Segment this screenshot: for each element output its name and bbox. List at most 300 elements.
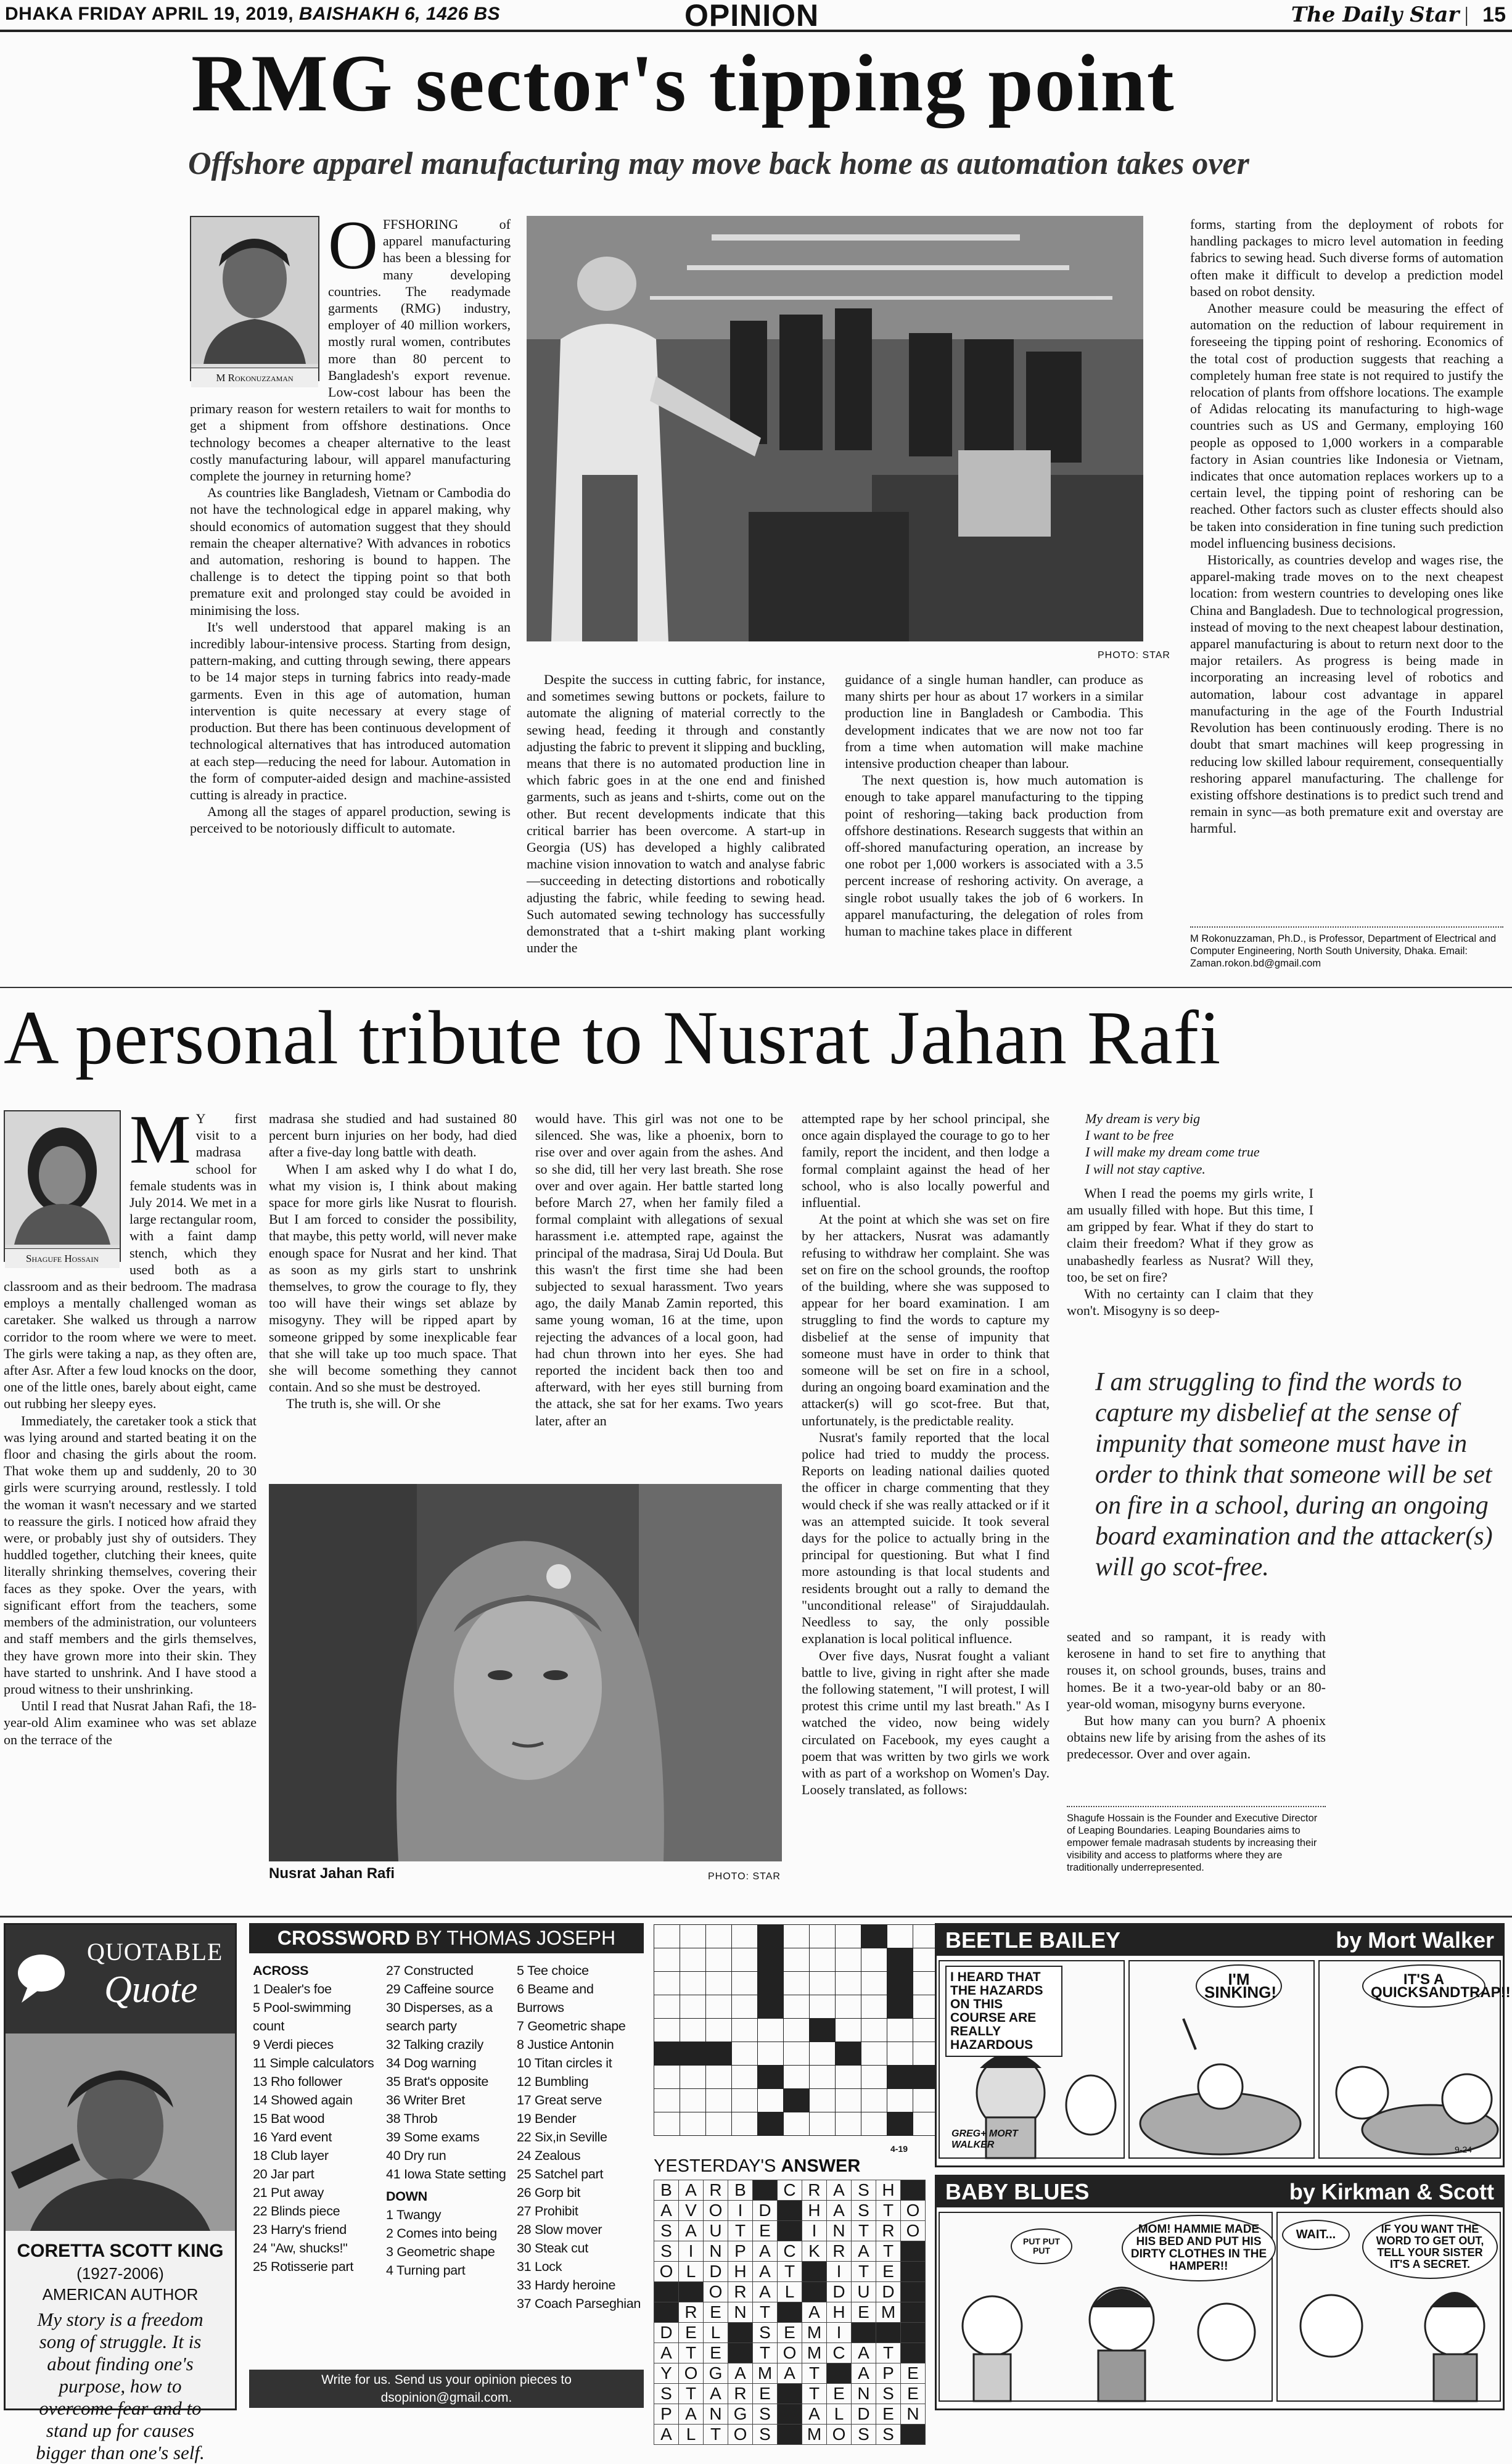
grid-cell[interactable] xyxy=(861,2066,887,2089)
grid-cell[interactable] xyxy=(861,2042,887,2066)
answer-cell: A xyxy=(679,2180,704,2201)
bubble-1: MOM! HAMMIE MADE HIS BED AND PUT HIS DIRTY CLOTHES IN THE HAMPER!! xyxy=(1122,2215,1276,2281)
article1-col3: guidance of a single human handler, can produce as many shirts per hour as about 17 workers in a similar production line in Bangladesh or Cambodia. This development indicates that we are now not too far from a time when automation will make machine intensive production cheaper than labour. The next question is, how much automation is enough to take apparel manufacturing to the tipping point of reshoring—taking back production from offshore destinations. Research suggests that within an off-shored manufacturing operation, an increase by one robot per 1,000 workers is associated with a 3.5 percent increase of reshoring activity. On average, a single robot usually takes the job of 6 workers. In apparel manufacturing, the delegation of roles from human to machine takes place in different xyxy=(845,672,1143,939)
answer-cell: M xyxy=(802,2425,827,2445)
answer-cell: S xyxy=(852,2201,876,2221)
answer-cell: A xyxy=(753,2241,778,2262)
answer-cell: M xyxy=(802,2323,827,2343)
answer-cell: O xyxy=(827,2425,852,2445)
answer-cell: M xyxy=(802,2343,827,2363)
grid-cell[interactable] xyxy=(706,1925,732,1948)
answer-cell: E xyxy=(704,2302,728,2323)
answer-cell: T xyxy=(852,2221,876,2241)
article1-title: RMG sector's tipping point xyxy=(191,38,1175,128)
answer-cell: A xyxy=(654,2343,679,2363)
answer-cell: T xyxy=(753,2343,778,2363)
answer-cell: R xyxy=(827,2241,852,2262)
nusrat-photo xyxy=(269,1484,782,1861)
answer-cell: T xyxy=(876,2241,901,2262)
bubble-2: WAIT... xyxy=(1282,2220,1350,2250)
answer-cell: E xyxy=(827,2384,852,2404)
answer-cell: A xyxy=(753,2262,778,2282)
answer-cell xyxy=(827,2363,852,2384)
answer-cell: B xyxy=(654,2180,679,2201)
answer-cell xyxy=(901,2323,926,2343)
answer-cell: R xyxy=(802,2180,827,2201)
answer-cell: E xyxy=(852,2302,876,2323)
author-caption: M Rokonuzzaman xyxy=(191,368,318,387)
article1-col2: Despite the success in cutting fabric, for instance, and sometimes sewing buttons or pockets, failure to automate the aligning of material correctly to the sewing head, feeding it through and constantly adjusting the fabric to prevent it slipping and buckling, means that there is no automated production line in which fabric goes in at the one end and finished garments, such as jeans and t-shirts, come out on the other. But recent developments indicate that this critical barrier has been overcome. A start-up in Georgia (US) has developed a highly calibrated machine vision innovation to watch and analyse fabric—succeeding in detecting distortions and robotically adjusting the fabric, while feeding to sewing head. Such automated sewing technology has successfully demonstrated that a t-shirt making plant working under the xyxy=(527,672,825,956)
grid-cell[interactable] xyxy=(732,1972,758,1995)
grid-cell[interactable] xyxy=(732,2042,758,2066)
bubble-1b: PUT PUT PUT xyxy=(1011,2228,1072,2264)
grid-cell[interactable] xyxy=(784,1972,810,1995)
grid-cell[interactable] xyxy=(732,1995,758,2019)
answer-cell: C xyxy=(778,2241,802,2262)
answer-cell: A xyxy=(827,2201,852,2221)
answer-cell: E xyxy=(679,2323,704,2343)
answer-cell: L xyxy=(679,2425,704,2445)
grid-cell[interactable] xyxy=(810,2089,836,2112)
answer-cell: S xyxy=(753,2404,778,2425)
answer-cell: N xyxy=(728,2302,753,2323)
answer-cell: O xyxy=(679,2363,704,2384)
answer-cell: C xyxy=(827,2343,852,2363)
answer-cell: L xyxy=(704,2323,728,2343)
answer-cell: E xyxy=(753,2384,778,2404)
photo-credit: PHOTO: STAR xyxy=(1098,650,1170,661)
answer-cell: I xyxy=(679,2241,704,2262)
answer-cell xyxy=(728,2343,753,2363)
answer-cell: M xyxy=(876,2302,901,2323)
grid-cell[interactable] xyxy=(784,2019,810,2042)
answer-cell: D xyxy=(852,2404,876,2425)
answer-cell: H xyxy=(876,2180,901,2201)
author-caption: Shagufe Hossain xyxy=(5,1248,120,1268)
answer-cell: T xyxy=(802,2363,827,2384)
answer-cell: E xyxy=(876,2404,901,2425)
answer-cell: A xyxy=(753,2282,778,2302)
answer-cell xyxy=(802,2282,827,2302)
clues-col-c: 5 Tee choice 6 Beame and Burrows 7 Geometric shape 8 Justice Antonin 10 Titan circles it 12 Bumbling 17 Great serve 19 Bender 22 Six,in Seville 24 Zealous 25 Satchel part 26 Gorp bit 27 Prohibit 28 Slow mover 30 Steak cut 31 Lock 33 Hardy heroine 37 Coach Parseghian xyxy=(517,1963,641,2311)
grid-cell[interactable] xyxy=(887,1948,913,1972)
grid-cell[interactable] xyxy=(836,2019,861,2042)
grid-cell[interactable] xyxy=(706,1995,732,2019)
answer-cell: S xyxy=(654,2384,679,2404)
answer-cell: A xyxy=(679,2221,704,2241)
answer-cell: T xyxy=(679,2384,704,2404)
answer-cell: E xyxy=(876,2262,901,2282)
dropcap: O xyxy=(328,207,378,284)
paper-logo: The Daily Star xyxy=(1291,2,1460,27)
answer-cell: O xyxy=(901,2221,926,2241)
grid-cell[interactable] xyxy=(758,1948,784,1972)
grid-cell[interactable] xyxy=(654,1995,680,2019)
author-note: M Rokonuzzaman, Ph.D., is Professor, Department of Electrical and Computer Engineering, North South University, Dhaka. Email: Zaman.rokon.bd@gmail.com xyxy=(1190,933,1497,969)
quote-role: AMERICAN AUTHOR xyxy=(42,2285,199,2304)
answer-cell: R xyxy=(704,2180,728,2201)
quote-panel xyxy=(4,1923,237,2463)
answer-cell: R xyxy=(728,2282,753,2302)
grid-cell[interactable] xyxy=(758,2042,784,2066)
grid-cell[interactable] xyxy=(887,2042,913,2066)
clues-col-a: ACROSS 1 Dealer's foe 5 Pool-swimming count 9 Verdi pieces 11 Simple calculators 13 Rho follower 14 Showed again 15 Bat wood 16 Yard event 18 Club layer 20 Jar part 21 Put away 22 Blinds piece 23 Harry's friend 24 "Aw, shucks!" 25 Rotisserie part xyxy=(253,1963,374,2274)
grid-cell[interactable] xyxy=(836,1925,861,1948)
grid-cell[interactable] xyxy=(861,2112,887,2136)
divider xyxy=(1067,1806,1326,1807)
answer-cell: L xyxy=(679,2262,704,2282)
article2-col5b: seated and so rampant, it is ready with kerosene in hand to set fire to anything that rouses it, on school grounds, buses, trains and homes. Be it a two-year-old baby or an 80-year-old woman, misogyny burns everyone. But how many can you burn? A phoenix obtains new life by arising from the ashes of its predecessor. Over and over again. xyxy=(1067,1629,1326,1762)
answer-cell: A xyxy=(778,2363,802,2384)
answer-cell: S xyxy=(876,2384,901,2404)
grid-cell[interactable] xyxy=(758,2112,784,2136)
answer-cell: L xyxy=(778,2282,802,2302)
grid-cell[interactable] xyxy=(836,1972,861,1995)
answer-cell: T xyxy=(876,2201,901,2221)
crossword-panel xyxy=(249,1923,996,2444)
grid-cell[interactable] xyxy=(680,2089,706,2112)
grid-cell[interactable] xyxy=(758,1972,784,1995)
strip-date: 9-24 xyxy=(1455,2145,1473,2154)
grid-cell[interactable] xyxy=(706,2019,732,2042)
answer-cell: S xyxy=(753,2425,778,2445)
grid-cell[interactable] xyxy=(887,1995,913,2019)
answer-cell: A xyxy=(654,2425,679,2445)
answer-cell: H xyxy=(728,2262,753,2282)
answer-cell: R xyxy=(728,2384,753,2404)
quote-text: My story is a freedom song of struggle. It is about finding one's purpose, how to overcome fear and to stand up for causes bigger than one's self. xyxy=(36,2309,205,2463)
factory-image xyxy=(527,216,1143,641)
grid-cell[interactable] xyxy=(810,2066,836,2089)
grid-cell[interactable] xyxy=(861,1995,887,2019)
answer-cell: A xyxy=(802,2302,827,2323)
grid-cell[interactable] xyxy=(887,2066,913,2089)
grid-cell[interactable] xyxy=(654,2042,680,2066)
grid-cell[interactable] xyxy=(654,2112,680,2136)
article1-deck: Offshore apparel manufacturing may move back home as automation takes over xyxy=(188,146,1249,181)
quote-label-2: Quote xyxy=(104,1969,198,2011)
quote-author: CORETTA SCOTT KING xyxy=(17,2241,224,2261)
grid-cell[interactable] xyxy=(887,1925,913,1948)
answer-cell xyxy=(778,2201,802,2221)
grid-cell[interactable] xyxy=(784,1995,810,2019)
grid-cell[interactable] xyxy=(758,2089,784,2112)
author-portrait xyxy=(191,217,318,364)
answer-cell: M xyxy=(753,2363,778,2384)
answer-cell: E xyxy=(704,2343,728,2363)
bubble-2: I'M SINKING! xyxy=(1196,1964,1282,2008)
grid-cell[interactable] xyxy=(836,2089,861,2112)
article2-title: A personal tribute to Nusrat Jahan Rafi xyxy=(4,995,1222,1080)
grid-cell[interactable] xyxy=(706,2066,732,2089)
grid-cell[interactable] xyxy=(810,2019,836,2042)
grid-cell[interactable] xyxy=(654,2066,680,2089)
grid-cell[interactable] xyxy=(680,2112,706,2136)
answer-cell xyxy=(778,2302,802,2323)
speech-bubble-icon xyxy=(14,1950,70,2005)
grid-cell[interactable] xyxy=(732,1948,758,1972)
answer-grid xyxy=(654,2180,926,2445)
answer-cell: A xyxy=(704,2384,728,2404)
answer-cell: S xyxy=(852,2180,876,2201)
grid-cell[interactable] xyxy=(861,1972,887,1995)
answer-cell: N xyxy=(704,2404,728,2425)
answer-cell: T xyxy=(728,2221,753,2241)
answer-cell: A xyxy=(654,2201,679,2221)
answer-cell xyxy=(778,2384,802,2404)
answer-cell xyxy=(901,2282,926,2302)
grid-cell[interactable] xyxy=(887,1972,913,1995)
answer-cell: N xyxy=(827,2221,852,2241)
answer-cell: N xyxy=(704,2241,728,2262)
answer-cell xyxy=(778,2221,802,2241)
answer-cell: S xyxy=(654,2221,679,2241)
grid-cell[interactable] xyxy=(732,2112,758,2136)
grid-cell[interactable] xyxy=(887,2112,913,2136)
answer-cell xyxy=(778,2425,802,2445)
quote-label-1: QUOTABLE xyxy=(87,1938,223,1966)
factory-photo xyxy=(527,216,1143,641)
answer-cell: S xyxy=(852,2425,876,2445)
answer-cell: B xyxy=(728,2180,753,2201)
answer-cell: D xyxy=(876,2282,901,2302)
answer-cell xyxy=(901,2302,926,2323)
answer-cell xyxy=(679,2282,704,2302)
grid-cell[interactable] xyxy=(836,2066,861,2089)
answer-cell: T xyxy=(753,2302,778,2323)
answer-cell xyxy=(753,2180,778,2201)
grid-cell[interactable] xyxy=(706,2089,732,2112)
answer-cell xyxy=(778,2404,802,2425)
answer-cell: S xyxy=(654,2241,679,2262)
divider xyxy=(1190,926,1503,928)
answer-cell: T xyxy=(852,2262,876,2282)
grid-cell[interactable] xyxy=(784,1948,810,1972)
answer-cell: A xyxy=(827,2180,852,2201)
answer-cell: D xyxy=(704,2262,728,2282)
answer-cell: R xyxy=(876,2221,901,2241)
answer-cell: T xyxy=(679,2343,704,2363)
grid-cell[interactable] xyxy=(810,1972,836,1995)
grid-cell[interactable] xyxy=(887,2019,913,2042)
grid-cell[interactable] xyxy=(706,2042,732,2066)
answer-cell: O xyxy=(704,2201,728,2221)
answer-cell: U xyxy=(704,2221,728,2241)
paper-page: The Daily Star | 15 xyxy=(1291,2,1506,27)
answer-cell: H xyxy=(827,2302,852,2323)
grid-cell[interactable] xyxy=(654,2019,680,2042)
crossword-footer: Write for us. Send us your opinion pieces to dsopinion@gmail.com. xyxy=(249,2370,644,2408)
grid-cell[interactable] xyxy=(680,1995,706,2019)
bubble-3: IT'S A QUICKSANDTRAP!! xyxy=(1362,1964,1485,2008)
answer-cell xyxy=(901,2262,926,2282)
pull-quote: I am struggling to find the words to capture my disbelief at the sense of impunity that someone must have in order to think that someone will be set on fire in a school, during an ongoing board examination and the attacker(s) will go scot-free. xyxy=(1095,1368,1493,1581)
answer-cell xyxy=(654,2282,679,2302)
grid-cell[interactable] xyxy=(758,1995,784,2019)
grid-cell[interactable] xyxy=(861,1925,887,1948)
answer-cell xyxy=(852,2323,876,2343)
answer-cell: A xyxy=(802,2404,827,2425)
answer-cell: H xyxy=(802,2201,827,2221)
answer-cell: O xyxy=(654,2262,679,2282)
coretta-portrait xyxy=(6,2033,235,2231)
grid-cell[interactable] xyxy=(810,2042,836,2066)
answer-cell: K xyxy=(802,2241,827,2262)
grid-cell[interactable] xyxy=(654,2089,680,2112)
grid-cell[interactable] xyxy=(861,2019,887,2042)
answer-cell: I xyxy=(802,2221,827,2241)
grid-cell[interactable] xyxy=(680,1972,706,1995)
grid-cell[interactable] xyxy=(706,2112,732,2136)
answer-cell: T xyxy=(778,2262,802,2282)
grid-cell[interactable] xyxy=(784,2066,810,2089)
answer-cell: U xyxy=(852,2282,876,2302)
grid-cell[interactable] xyxy=(732,2066,758,2089)
grid-cell[interactable] xyxy=(836,2112,861,2136)
grid-cell[interactable] xyxy=(758,2066,784,2089)
grid-cell[interactable] xyxy=(680,2019,706,2042)
dateline: DHAKA FRIDAY APRIL 19, 2019, BAISHAKH 6, 1426 BS xyxy=(5,4,501,24)
grid-cell[interactable] xyxy=(810,1948,836,1972)
answer-cell: D xyxy=(654,2323,679,2343)
answer-cell: E xyxy=(901,2363,926,2384)
answer-cell: P xyxy=(654,2404,679,2425)
answer-cell: I xyxy=(728,2201,753,2221)
clues-col-b: 27 Constructed 29 Caffeine source 30 Disperses, as a search party 32 Talking crazily 34 Dog warning 35 Brat's opposite 36 Writer Bret 38 Throb 39 Some exams 40 Dry run 41 Iowa State setting DOWN 1 Twangy 2 Comes into being 3 Geometric shape 4 Turning part xyxy=(386,1963,506,2278)
grid-cell[interactable] xyxy=(732,1925,758,1948)
baby-blues-strip xyxy=(935,2175,1505,2410)
masthead xyxy=(0,0,1512,32)
nusrat-image xyxy=(269,1484,782,1861)
bubble-3: IF YOU WANT THE WORD TO GET OUT, TELL YOUR SISTER IT'S A SECRET. xyxy=(1362,2215,1498,2279)
answer-cell: A xyxy=(728,2363,753,2384)
answer-cell: D xyxy=(827,2282,852,2302)
answer-cell: O xyxy=(728,2425,753,2445)
section-rule xyxy=(0,987,1512,988)
answer-cell: T xyxy=(802,2384,827,2404)
grid-cell[interactable] xyxy=(784,1925,810,1948)
author-note: Shagufe Hossain is the Founder and Executive Director of Leaping Boundaries. Leaping Boundaries aims to empower female madrasah students by increasing their visibility and access to platforms where they are traditionally underrepresented. xyxy=(1067,1813,1318,1873)
answer-cell xyxy=(901,2425,926,2445)
grid-cell[interactable] xyxy=(680,2066,706,2089)
answer-cell: S xyxy=(753,2323,778,2343)
answer-cell: L xyxy=(827,2404,852,2425)
article1-col4: forms, starting from the deployment of robots for handling packages to micro level automation in feeding fabrics to sewing head. Such diverse forms of automation often make it difficult to develop a prediction model based on robot density. Another measure could be measuring the effect of automation on the reduction of labour requirement in foreseeing the tipping point of reshoring. Economics of the total cost of production suggests that reaching a completely human free state is not required to justify the relocation of plants from offshore locations. The example of Adidas relocating its manufacturing to high-wage countries such as US and Germany, employing 160 people as opposed to 1,000 workers in a comparable factory in Asian countries like Indonesia or Vietnam, indicates that once automation replaces workers up to a certain level, the tipping point of reshoring can be reached. Other factors such as cluster effects should also be taken into consideration in fine tuning such prediction model influencing business decisions. Historically, as countries develop and wages rise, the apparel-making trade moves on to the next cheapest location: from western countries to developing ones like China and Bangladesh. Due to technological progression, instead of moving to the next cheapest labour destination, apparel manufacturing is about to return next door to the major retailers. As progress is being made in incorporating an increasing level of robotics and automation, labour cost advantage in apparel manufacturing in the age of the Fourth Industrial Revolution has been continuously eroding. There is no doubt that smart machines will keep progressing in reducing low skilled labour requirement, consequentially reshoring apparel manufacturing. The challenge for existing offshore destinations is to predict such trend and remain in sync—as both premature exit and overstay are harmful. xyxy=(1190,216,1503,836)
grid-cell[interactable] xyxy=(861,1948,887,1972)
article2-col5: My dream is very big I want to be free I will make my dream come true I will not stay captive. When I read the poems my girls write, I am usually filled with hope. But this time, I am gripped by fear. What if they do start to claim their freedom? What if they grow as unabashedly fearless as Nusrat? Will they, too, be set on fire? With no certainty can I claim that they won't. Misogyny is so deep- xyxy=(1067,1111,1313,1319)
answer-cell xyxy=(901,2343,926,2363)
answer-cell: N xyxy=(852,2384,876,2404)
article2-col2: madrasa she studied and had sustained 80 percent burn injuries on her body, had died after a five-day long battle with death. When I am asked why I do what I do, what my vision is, I think about making space for more girls like Nusrat to flourish. But I am forced to consider the possibility, that maybe, this petty world, will never make enough space for Nusrat and her kind. That as soon as my girls start to unshrink themselves, to grow the courage to fly, they too will have their wings set ablaze by misogyny. They will be ripped apart by someone gripped by some inexplicable fear that she will take up too much space. That she will become something they cannot contain. And so she must be destroyed. The truth is, she will. Or she xyxy=(269,1111,517,1412)
grid-cell[interactable] xyxy=(706,1948,732,1972)
answer-cell: G xyxy=(728,2404,753,2425)
grid-cell[interactable] xyxy=(706,1972,732,1995)
answer-cell: R xyxy=(679,2302,704,2323)
grid-cell[interactable] xyxy=(810,1925,836,1948)
quote-header xyxy=(6,1925,235,2033)
answer-cell xyxy=(876,2323,901,2343)
grid-cell[interactable] xyxy=(784,2042,810,2066)
grid-cell[interactable] xyxy=(680,1948,706,1972)
strip-title: BEETLE BAILEY by Mort Walker xyxy=(937,1925,1503,1956)
answer-cell: S xyxy=(876,2425,901,2445)
answer-label: YESTERDAY'S ANSWER xyxy=(654,2156,861,2176)
grid-cell[interactable] xyxy=(654,1972,680,1995)
answer-cell xyxy=(654,2302,679,2323)
bubble-1: I HEARD THAT THE HAZARDS ON THIS COURSE ARE REALLY HAZARDOUS xyxy=(945,1966,1062,2057)
quote-years: (1927-2006) xyxy=(76,2264,164,2283)
photo-credit: PHOTO: STAR xyxy=(708,1871,781,1882)
author-portrait xyxy=(5,1111,120,1245)
answer-cell: A xyxy=(852,2363,876,2384)
crossword-title: CROSSWORD BY THOMAS JOSEPH xyxy=(249,1923,644,1953)
answer-cell: D xyxy=(753,2201,778,2221)
answer-cell: E xyxy=(753,2221,778,2241)
grid-date: 4-19 xyxy=(890,2144,908,2154)
grid-cell[interactable] xyxy=(680,1925,706,1948)
answer-cell: I xyxy=(827,2323,852,2343)
article2-col3: would have. This girl was not one to be silenced. She was, like a phoenix, born to rise over and over again from the ashes. And so she did, till her very last breath. She rose over and over again. Her battle started long before March 27, when her family filed a formal complaint with allegations of sexual harassment i.e. attempted rape, against the principal of the madrasa, Siraj Ud Doula. But this wasn't the first time she had been subjected to sexual harassment. Two years ago, the daily Manab Zamin reported, this same young woman, 16 at the time, upon rejecting the advances of a local goon, had had chun thrown into her eyes. She had reported the incident back then too and afterward, with her eyes still burning from the attack, she sat for her exams. Two years later, after an xyxy=(535,1111,783,1428)
grid-cell[interactable] xyxy=(784,2112,810,2136)
answer-cell: O xyxy=(901,2201,926,2221)
answer-cell: O xyxy=(704,2282,728,2302)
strip-title: BABY BLUES by Kirkman & Scott xyxy=(937,2177,1503,2207)
author-photo-rokonuzzaman xyxy=(190,216,319,384)
answer-cell: P xyxy=(876,2363,901,2384)
grid-cell[interactable] xyxy=(836,1948,861,1972)
answer-cell: C xyxy=(778,2180,802,2201)
answer-cell: E xyxy=(778,2323,802,2343)
answer-cell: A xyxy=(852,2343,876,2363)
article2-col4: attempted rape by her school principal, she once again displayed the courage to go to her family, report the incident, and then lodge a formal complaint against the head of her school, who is also locally powerful and influential. At the point at which she was set on fire by her attackers, Nusrat was adamantly refusing to withdraw her complaint. She was set on fire on the school grounds, the rooftop of the building, where she was supposed to appear for her board examination. I am struggling to find the words to capture my disbelief at the sense of impunity that someone must have in order to think that someone will be set on fire in a school, during an ongoing board examination and the attacker(s) will go scot-free. But that, unfortunately, is the predictable reality. Nusrat's family reported that the local police had tried to muddy the process. Reports on leading national dailies quoted the officer in charge commenting that they would check if she was really attacked or if it was an attempted suicide. It took several days for the police to actually bring in the principal for questioning. But what I find more astounding is that local students and residents brought out a rally to demand the "unconditional release" of Sirajuddaulah. Needless to say, the only possible explanation is local political influence. Over five days, Nusrat fought a valiant battle to live, giving in right after she made the following statement, "I will protest, I will protest this crime until my last breath." As I watched the video, now being widely circulated on Facebook, my eyes caught a poem that was written by two girls we work with as part of a workshop on Women's Day. Loosely translated, as follows: xyxy=(802,1111,1050,1798)
beetle-bailey-strip xyxy=(935,1923,1511,2167)
answer-cell: E xyxy=(901,2384,926,2404)
grid-cell[interactable] xyxy=(758,1925,784,1948)
grid-cell[interactable] xyxy=(784,2089,810,2112)
photo-caption: Nusrat Jahan Rafi xyxy=(269,1865,395,1882)
grid-cell[interactable] xyxy=(836,1995,861,2019)
answer-cell: I xyxy=(827,2262,852,2282)
page-number: 15 xyxy=(1482,3,1506,27)
signature: GREG+ MORT WALKER xyxy=(951,2128,1018,2150)
grid-cell[interactable] xyxy=(810,2112,836,2136)
grid-cell[interactable] xyxy=(758,2019,784,2042)
grid-cell[interactable] xyxy=(654,1948,680,1972)
grid-cell[interactable] xyxy=(680,2042,706,2066)
section-label: OPINION xyxy=(684,0,820,33)
answer-cell xyxy=(901,2180,926,2201)
article2-col1: Shagufe Hossain M Y first visit to a madrasa school for female students was in July 2014. We met in a large rectangular room, with a faint damp stench, which they used both as a classroom and as their bedroom. The madrasa employs a mentally challenged woman as caretaker. She walked us through a narrow corridor to the room where we were to meet. The girls were taking a nap, as they often are, after Asr. After a few loud knocks on the door, one of the little ones, barely about eight, came out rubbing her sleepy eyes. Immediately, the caretaker took a stick that was lying around and started beating it on the floor and chasing the girls about the room. That woke them up and suddenly, 20 to 30 girls were scurrying around, restlessly. I told the woman it wasn't necessary and we started to reassure the girls. I noticed how afraid they were, or probably just shy of outsiders. They huddled together, clutching their knees, quite literally shrinking themselves, covering their faces as they spoke. Over the years, with significant effort from the teachers, some members of the administration, our volunteers and staff members and the girls themselves, they have grown more into their skin. They have started to unshrink. And I have stood a proud witness to their unshrinking. Until I read that Nusrat Jahan Rafi, the 18-year-old Alim examinee who was set ablaze on the terrace of the xyxy=(4,1102,257,1747)
answer-cell xyxy=(728,2323,753,2343)
grid-cell[interactable] xyxy=(732,2019,758,2042)
answer-cell xyxy=(802,2262,827,2282)
answer-cell: T xyxy=(876,2343,901,2363)
answer-cell: Y xyxy=(654,2363,679,2384)
answer-cell: G xyxy=(704,2363,728,2384)
grid-cell[interactable] xyxy=(836,2042,861,2066)
answer-cell: P xyxy=(728,2241,753,2262)
answer-cell: N xyxy=(901,2404,926,2425)
grid-cell[interactable] xyxy=(861,2089,887,2112)
grid-cell[interactable] xyxy=(887,2089,913,2112)
grid-cell[interactable] xyxy=(810,1995,836,2019)
grid-cell[interactable] xyxy=(654,1925,680,1948)
section-rule xyxy=(0,1916,1512,1918)
grid-cell[interactable] xyxy=(732,2089,758,2112)
dropcap: M xyxy=(129,1102,191,1178)
answer-cell: A xyxy=(679,2404,704,2425)
answer-cell: O xyxy=(778,2343,802,2363)
